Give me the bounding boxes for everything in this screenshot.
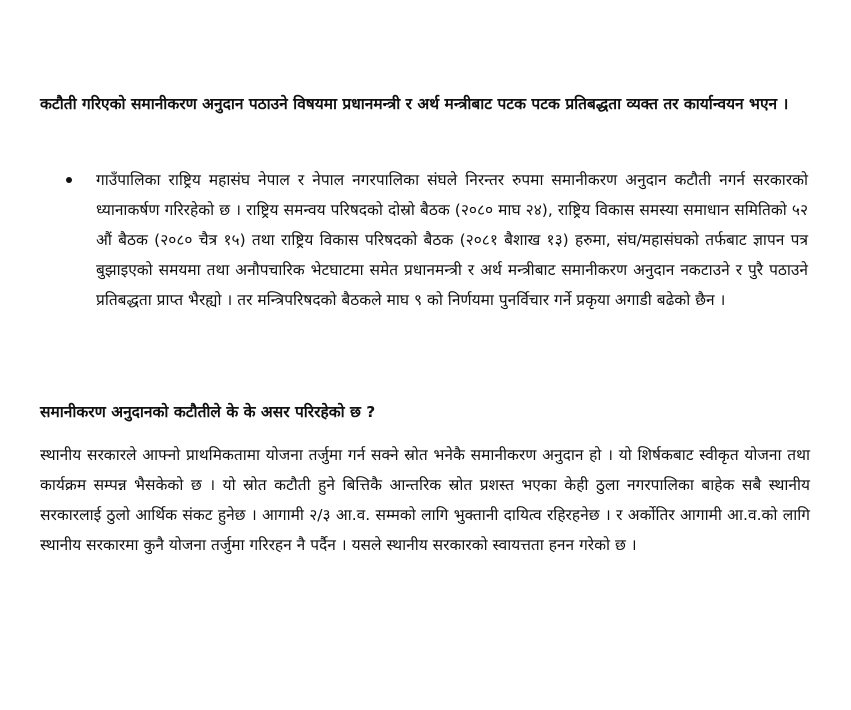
bullet-paragraph: गाउँपालिका राष्ट्रिय महासंघ नेपाल र नेपाल नगरपालिका संघले निरन्तर रुपमा समानीकरण अनुदान कटौती नगर्न सरकारको ध्यानाकर्षण गरिरहेको छ । राष्ट्रिय समन्वय परिषदको दोस्रो बैठक (२०८० माघ २४), राष्ट्रिय विकास समस्या समाधान समितिको ५२ औं बैठक (२०८० चैत्र १५) तथा राष्ट्रिय विकास परिषदको बैठक (२०८१ बैशाख १३) हरुमा, संघ/महासंघको तर्फबाट ज्ञापन पत्र बुझाइएको समयमा तथा अनौपचारिक भेटघाटमा समेत प्रधानमन्त्री र अर्थ मन्त्रीबाट समानीकरण अनुदान नकटाउने र पुरै पठाउने प्रतिबद्धता प्राप्त भैरह्यो । तर मन्त्रिपरिषदको बैठकले माघ ९ को निर्णयमा पुनर्विचार गर्ने प्रकृया अगाडी बढेको छैन ।	[96, 171, 808, 309]
section-heading-commitment: कटौती गरिएको समानीकरण अनुदान पठाउने विषयमा प्रधानमन्त्री र अर्थ मन्त्रीबाट पटक पटक प्रतिबद्धता व्यक्त तर कार्यान्वयन भएन ।	[40, 95, 789, 113]
impact-paragraph: स्थानीय सरकारले आफ्नो प्राथमिकतामा योजना तर्जुमा गर्न सक्ने स्रोत भनेकै समानीकरण अनुदान हो । यो शिर्षकबाट स्वीकृत योजना तथा कार्यक्रम सम्पन्न भैसकेको छ । यो स्रोत कटौती हुने बित्तिकै आन्तरिक स्रोत प्रशस्त भएका केही ठुला नगरपालिका बाहेक सबै स्थानीय सरकारलाई ठुलो आर्थिक संकट हुनेछ । आगामी २/३ आ.व. सम्मको लागि भुक्तानी दायित्व रहिरहनेछ । र अर्कोतिर आगामी आ.व.को लागि स्थानीय सरकारमा कुनै योजना तर्जुमा गरिरहन नै पर्दैन । यसले स्थानीय सरकारको स्वायत्तता हनन गरेको छ ।	[40, 446, 810, 554]
bullet-icon	[66, 177, 72, 183]
section-heading-impact: समानीकरण अनुदानको कटौतीले के के असर परिरहेको छ ?	[40, 403, 376, 421]
